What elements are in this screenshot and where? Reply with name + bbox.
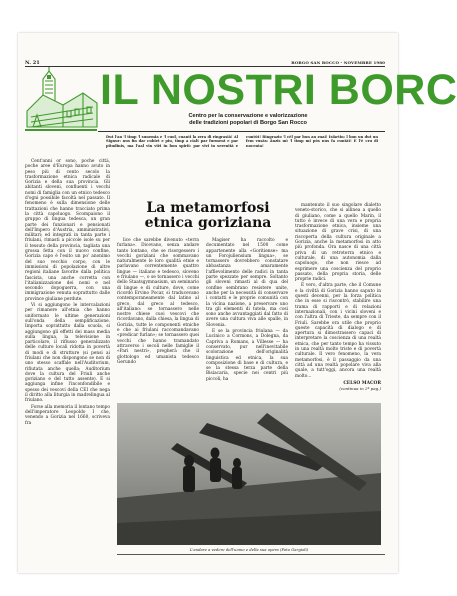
photo-scene <box>117 403 381 545</box>
dialect-quote: Dut l'an 'l timp 'l sunemia e 'l cuol, cuanti la zera di ringrasià! Al Signur: nus fin dar cubiet e piu, timp a cialt par furment e par pitudinis, ma l'aal vin vièi in bon spirit: par vivi in serenità e cuntùt! Ringrazio 'l cèl par bon an zuai! Isiàrtin: l bon un dut un fem vusàs: ânzis mì 'l timp mi pòs nus fa cuntàt! E l'è cru di nocenta! <box>106 135 378 148</box>
masthead-subtitle: Centro per la conservazione e valorizzazione delle tradizioni popolari di Borgo San Rocco <box>188 113 308 126</box>
newspaper-page <box>18 33 457 573</box>
bottom-rule <box>117 554 385 555</box>
article-headline: La metamorfosi etnica goriziana <box>144 200 272 231</box>
article-column-2: lice che sarebbe divenuto «terra furlana». Dicevano, senza andare tanto lontano, che se risorgessero i vecchi goriziani che sommavano naturalmente le loro qualità etnie e parlavano correntemente quattro lingue — italiano e tedesco, sloveno e friulano —, o se tornassero i vecchi dello Staatsgymnasium, un seminario di lingue e di culture, dove, come ricordò Ervino Pocar, si traducevano contemporaneamente dal latino al greco, dal greco al tedesco, all'italiano: se tornassero nelle nostre chiese cuoi vescovi che ricordavano, dalla chiesa, la lingua di Gorizia, tutte le componenti etniche e che ai friulani raccomandavano «predicar furlan»; se tornassero quei vecchi che hanno tramandato attraverso i secoli nelle famiglie il «Pari nestri», pregherà che il glottologo ed umanista tedesco Gerundo <box>117 238 199 365</box>
article-column-1: Cent'anni or sono, poche città, poche aree d'Europa hanno avuto in peso più di cento secolo la trasformazione etnica radicale di Gorizia e della sua provincia. Gli abitanti sloveni, confluenti i vecchi nomi di famiglia con un etnico tedesco d'ogni possibile facoltà nel passato. Il fenomeno è sulla dimensione delle trattazioni che hanno tracciato prima la città capoluogo. Scompaiono il gruppo di lingua tedesca, un gran parte dei funzionari e pensionati dell'Impero d'Austria, amministrativi, militari; ed integrati in tanta parte i friulani, rimasti a piccole isole su per il tessuto della provincia, tagliata una grossa fetta con il nuovo confine, Gorizia capo è l'esito un po' anonimo del suo vecchio corpo, con le immissioni di popolazione di altre regioni italiane favorite dalla politica fascista, una anche corretta con l'italianizzazione dei nomi e nel secondo dopoguerra, con una immigrazione venuta soprattutto dalle province giuliane perdute. Vi si aggiungono le intercalazioni per rimanere all'etnia che hanno uniformato le ultime generazioni sull'onda della semplificazione. Importa soprattutto dalla scuola, si aggiungono gli effetti dei mass media sulla lingua, la televisione in particolare, il riflusso generalizzato delle culture locali ridotta in povertà di modi e di strutture (si pensi ai friulani che non dispongono se non di uno stesso scaffale nell'Auditorium, rifiutata anche quella; Auditorium dove la cultura del Friuli anche goriziano e del tutto assente). E si aggiunga infine l'inconfondibile e spesso dei vescovi della CEI che nega il diritto alla liturgia in madrelingua al friulano. Forse alla memoria il lontano tempo dell'imperatore Leopoldo I che, venendo a Gorizia nel 1660, scriveva fra <box>25 159 110 426</box>
article-signature: CELSO MACOR <box>343 380 381 386</box>
church-logo-illustration <box>23 67 99 135</box>
article-photo <box>117 403 381 545</box>
masthead-title: IL NOSTRI BORC <box>100 66 457 114</box>
article-column-4: mantenuto il suo singolare dialetto veneto-storico, che si allinea a quello di giuliano, come a quello Marin, il tutto è invece di una vera e propria trasformazione etnica, insieme una situazione di grave crisi, di una riscoperta della cultura originale a Gorizia, anche la metamorfosi in atto più profonda. Ora nasce di una città priva di un retroterra etnico e culturale, di una autonomia dalla capoluogo, che non riesce ad esprimere una coscienza del proprio passato, della propria storia, delle proprie radici. È vero, d'altra parte, che il Comune e la civiltà di Gorizia hanno saputo in questi decenni, per la forza politica che in esse si riscontrò, stabilire una trama di rapporti e di relazioni internazionali, con i vicini sloveni e con l'altra di Trieste, da sempre con il Friuli. Sarebbe ora utile che proprio queste capacità di dialogo e di apertura si dimostrassero capaci di interpretare la coscienza di una realtà etnica, che per tanto tempo ha vissuto in una realtà molto triste e di povertà culturale. Il vero fenomeno, la vera metamorfosi, è il passaggio da una città ad una realtà popolare viva alla quale, a tutt'oggi, ancora una realtà molto... CELSO MACOR (continua in 2ª pag.) <box>295 203 381 392</box>
photo-caption: L'andare a vedere dell'uomo e della sua opera (Foto Gargioli) <box>189 547 309 552</box>
dateline: BORGO SAN ROCCO - NOVEMBRE 1980 <box>291 60 385 65</box>
masthead-rule <box>98 131 385 132</box>
continued-note: (continua in 2ª pag.) <box>339 386 381 392</box>
article-column-3: Magiser ha raccolto e documentato nel 1500 come appartenente alla «Goritiense» ma un Forojuliensium lingua», se tornassero dovrebbero constatare abbastanza amaramente l'affievolimento delle radici in tanta parte spezzate per sempre. Soltanto gli sloveni rimasti al di qua del confine sembrano resistere unite, anche per la necessità di conservare i contatti e le proprie comunità con la vicina nazione, a preservare uno tra gli elementi di tutela, ma così sono anche avvantaggiati dal fatto di avere una cultura viva alle spalle, in Slovenia. E se la provincia friulana — da Lucinico a Cormons, a Dolegna, da Capriva a Romans, a Villesse — ha conservato, pur nell'inevitabile scolorazione dell'originalità linguistica ed etnica, la sua composizione di base e di cultura, e se la stessa terza parte della Bisiacaria, specie nei centri più piccoli, ha <box>206 238 288 382</box>
issue-number: N. 21 <box>25 60 40 66</box>
